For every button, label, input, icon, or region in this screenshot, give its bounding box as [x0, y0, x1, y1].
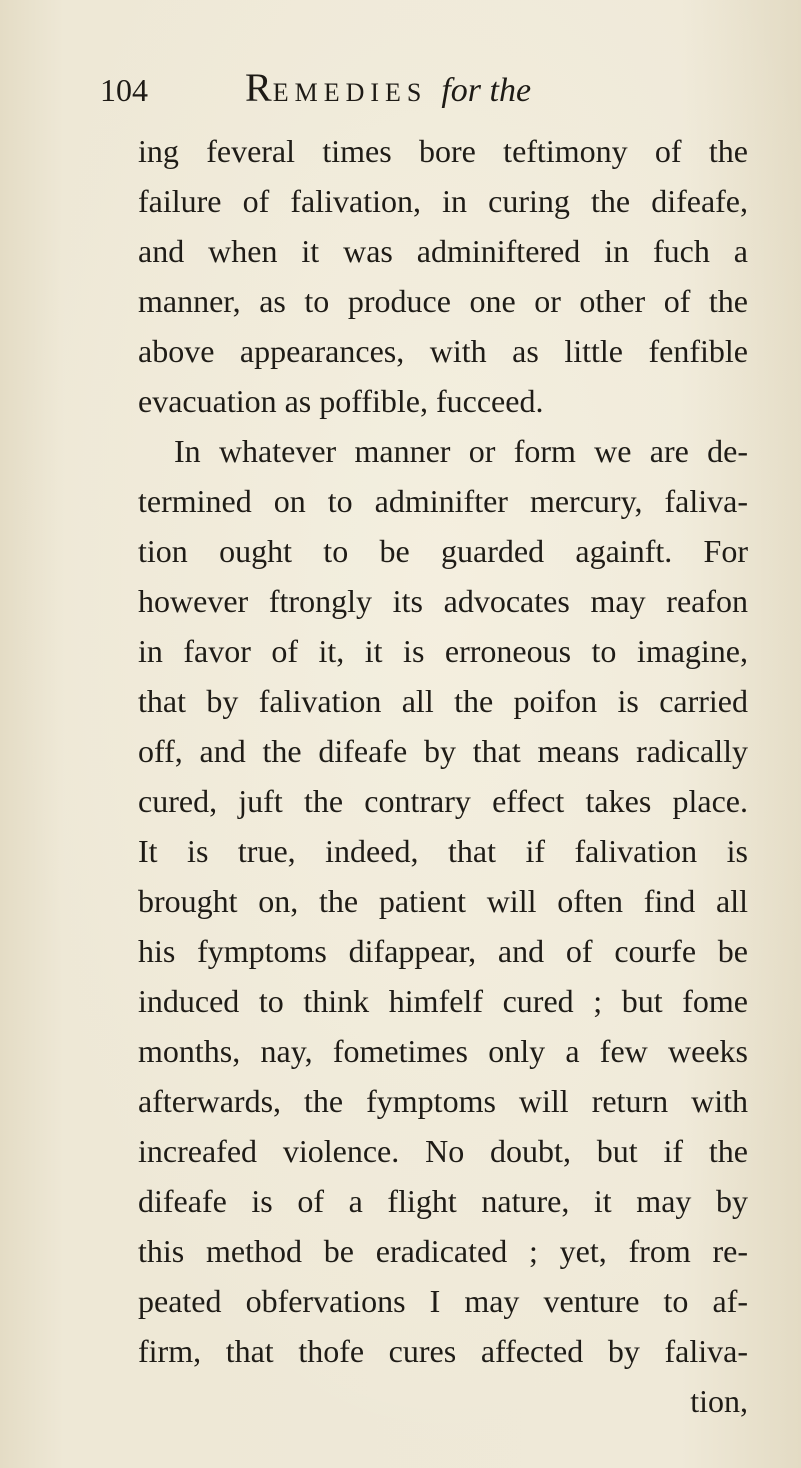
text-line: difeafe is of a flight nature, it may by — [138, 1183, 748, 1219]
text-line: afterwards, the fymptoms will return with — [138, 1083, 748, 1119]
text-line: failure of falivation, in curing the difeafe, — [138, 183, 748, 219]
running-head-initial: R — [245, 65, 273, 110]
text-line: however ftrongly its advocates may reafon — [138, 583, 748, 619]
text-line: cured, juft the contrary effect takes place. — [138, 783, 748, 819]
text-line: In whatever manner or form we are de- — [174, 433, 748, 469]
text-line: brought on, the patient will often find all — [138, 883, 748, 919]
running-head-smallcaps: EMEDIES — [272, 78, 428, 107]
running-head-italic: for the — [441, 72, 532, 109]
text-line: induced to think himfelf cured ; but fome — [138, 983, 748, 1019]
running-head — [245, 64, 531, 111]
text-line: above appearances, with as little fenfible — [138, 333, 748, 369]
text-line: months, nay, fometimes only a few weeks — [138, 1033, 748, 1069]
text-line: It is true, indeed, that if falivation is — [138, 833, 748, 869]
text-line: termined on to adminifter mercury, faliva- — [138, 483, 748, 519]
text-line: in favor of it, it is erroneous to imagine, — [138, 633, 748, 669]
text-line: that by falivation all the poifon is carried — [138, 683, 748, 719]
text-line: increafed violence. No doubt, but if the — [138, 1133, 748, 1169]
text-line: tion ought to be guarded againft. For — [138, 533, 748, 569]
catchword: tion, — [690, 1383, 748, 1419]
text-line: ing feveral times bore teftimony of the — [138, 133, 748, 169]
text-line: his fymptoms difappear, and of courfe be — [138, 933, 748, 969]
page-number: 104 — [100, 72, 148, 108]
text-line: evacuation as poffible, fucceed. — [138, 383, 544, 419]
text-line: and when it was adminiftered in fuch a — [138, 233, 748, 269]
text-line: this method be eradicated ; yet, from re- — [138, 1233, 748, 1269]
page-header — [100, 58, 740, 118]
text-line: manner, as to produce one or other of the — [138, 283, 748, 319]
text-line: peated obfervations I may venture to af- — [138, 1283, 748, 1319]
text-line: firm, that thofe cures affected by faliva- — [138, 1333, 748, 1369]
text-line: off, and the difeafe by that means radically — [138, 733, 748, 769]
